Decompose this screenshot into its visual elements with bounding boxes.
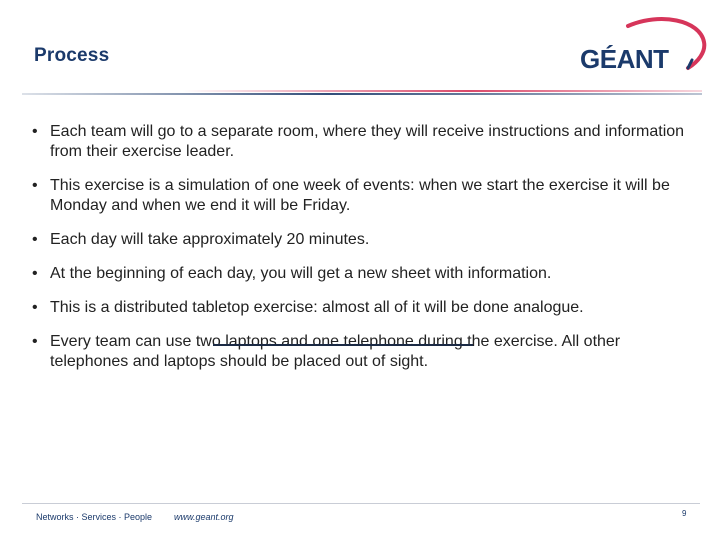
bullet-text: Every team can use two laptops and one telephone during the exercise. All other telephones and laptops should be placed out of sight. [50, 333, 621, 370]
bullet-text: Each day will take approximately 20 minutes. [50, 231, 370, 248]
bullet-dot-icon: • [32, 265, 38, 282]
list-item [32, 264, 692, 284]
slide-title: Process [34, 45, 110, 66]
bullet-dot-icon: • [32, 123, 38, 140]
bullet-dot-icon: • [32, 177, 38, 194]
list-item [32, 176, 692, 216]
bullet-text: At the beginning of each day, you will get a new sheet with information. [50, 265, 552, 282]
bullet-text: This is a distributed tabletop exercise: almost all of it will be done analogue. [50, 299, 584, 316]
page-number: 9 [682, 509, 687, 518]
footer-tagline: Networks · Services · People [36, 512, 153, 522]
list-item [32, 122, 692, 162]
bullet-text: Each team will go to a separate room, where they will receive instructions and information from their exercise leader. [50, 123, 685, 160]
list-item [32, 332, 692, 372]
geant-logo-text: GÉANT [580, 44, 669, 74]
bullet-dot-icon: • [32, 333, 38, 350]
bullet-text: This exercise is a simulation of one week of events: when we start the exercise it will be Monday and when we end it will be Friday. [50, 177, 670, 214]
bullet-dot-icon: • [32, 299, 38, 316]
footer-divider [22, 503, 700, 504]
header-divider [22, 88, 702, 98]
list-item [32, 298, 692, 318]
list-item [32, 230, 692, 250]
bullet-dot-icon: • [32, 231, 38, 248]
footer-url: www.geant.org [174, 512, 234, 522]
ink-underline-annotation [212, 343, 474, 347]
bullet-list [32, 122, 692, 372]
